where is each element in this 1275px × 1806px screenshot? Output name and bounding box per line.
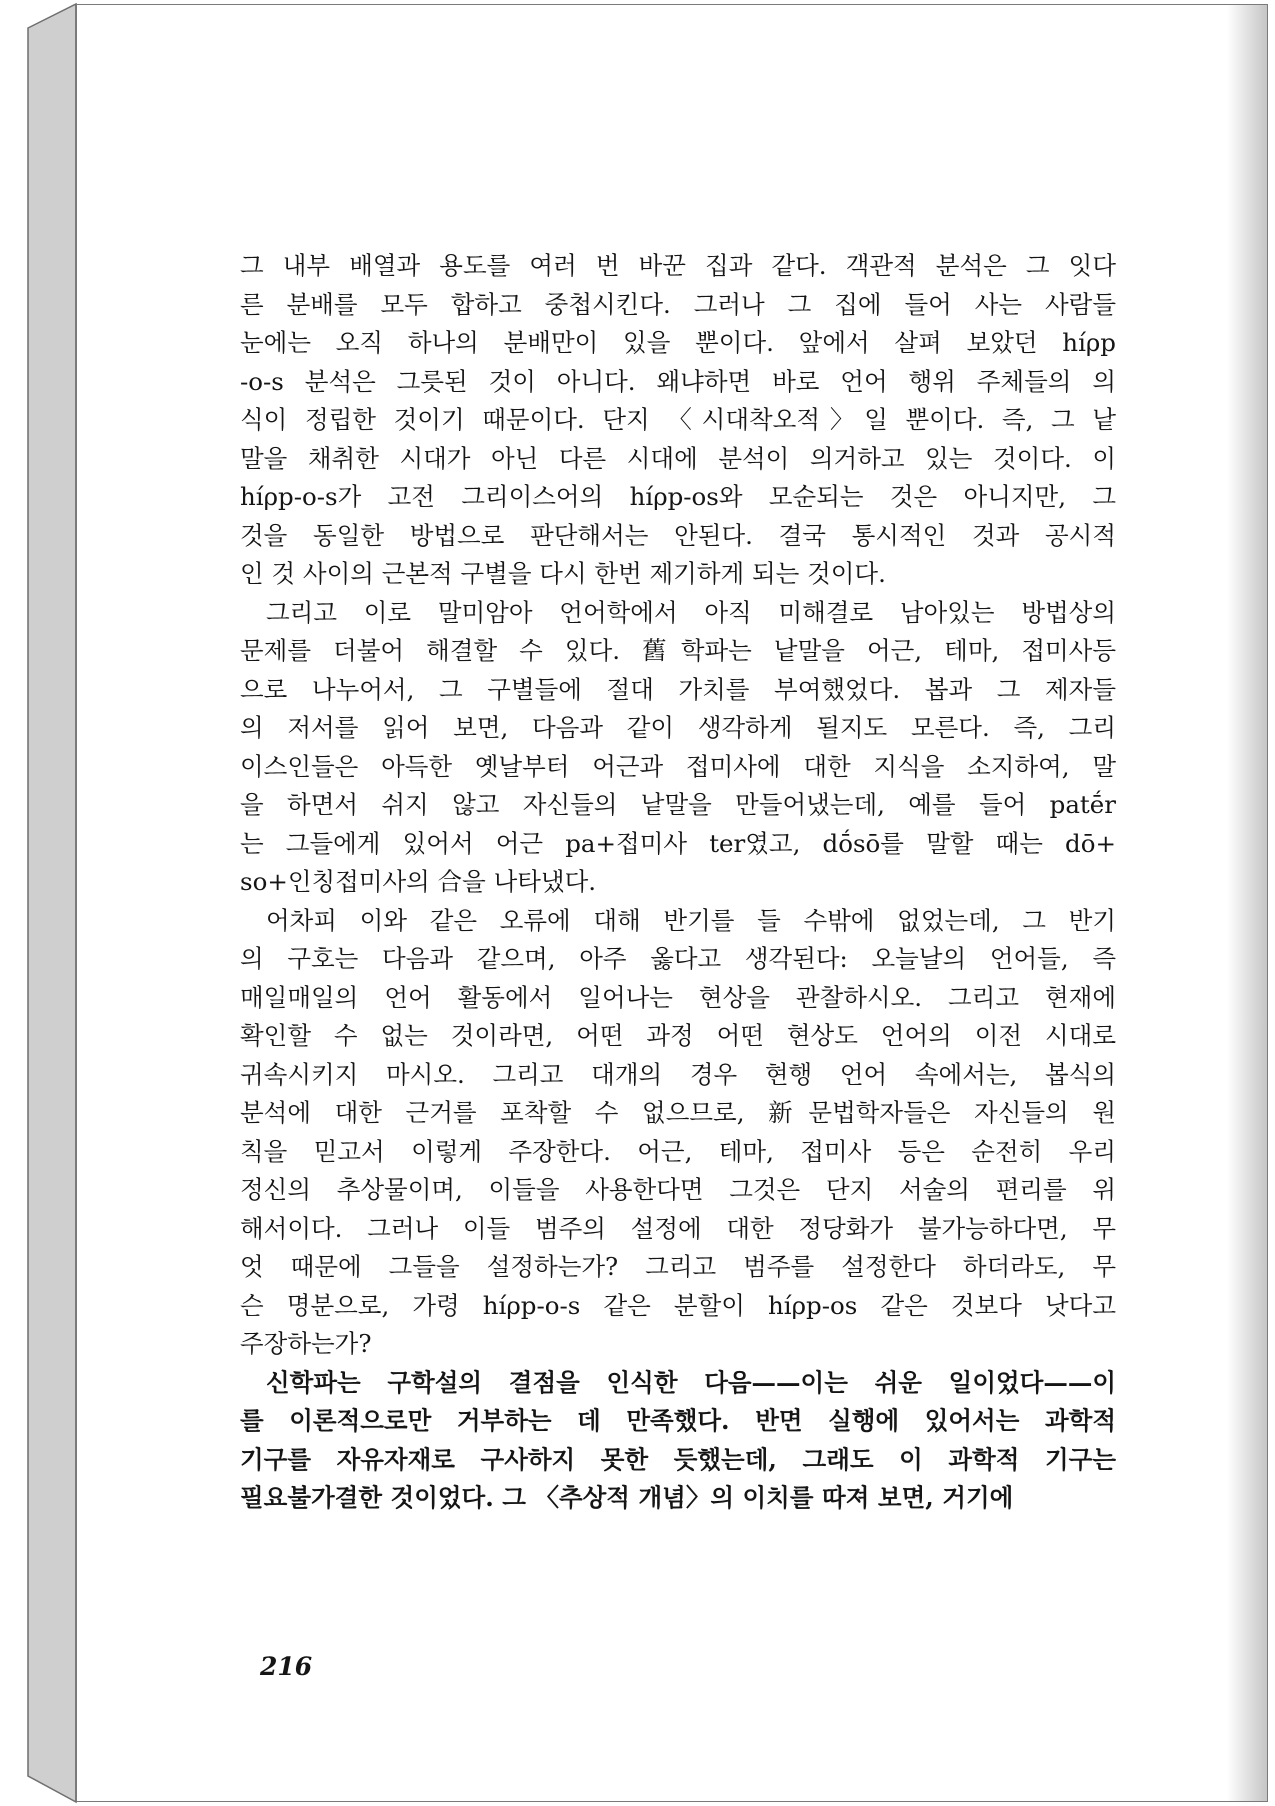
text-line: -o-s 분석은 그릇된 것이 아니다. 왜냐하면 바로 언어 행위 주체들의 의: [240, 366, 1116, 396]
paragraph: [240, 594, 1116, 902]
text-line: 식이 정립한 것이기 때문이다. 단지 〈시대착오적〉일 뿐이다. 즉, 그 낱: [240, 405, 1116, 434]
text-line: 신학파는 구학설의 결점을 인식한 다음——이는 쉬운 일이었다——이: [266, 1367, 1116, 1397]
text-line: híρp-o-s가 고전 그리이스어의 híρp-os와 모순되는 것은 아니지만, 그: [240, 482, 1116, 511]
text-line: 인 것 사이의 근본적 구별을 다시 한번 제기하게 되는 것이다.: [240, 559, 886, 588]
text-line: 그 내부 배열과 용도를 여러 번 바꾼 집과 같다. 객관적 분석은 그 잇다: [240, 251, 1116, 280]
text-line: 른 분배를 모두 합하고 중첩시킨다. 그러나 그 집에 들어 사는 사람들: [240, 289, 1116, 319]
text-line: 것을 동일한 방법으로 판단해서는 안된다. 결국 통시적인 것과 공시적: [240, 520, 1116, 550]
text-line: 필요불가결한 것이었다. 그 〈추상적 개념〉의 이치를 따져 보면, 거기에: [240, 1483, 1014, 1512]
text-line: 주장하는가?: [240, 1329, 372, 1358]
text-line: 매일매일의 언어 활동에서 일어나는 현상을 관찰하시오. 그리고 현재에: [240, 982, 1116, 1012]
text-line: 를 이론적으로만 거부하는 데 만족했다. 반면 실행에 있어서는 과학적: [240, 1406, 1116, 1435]
text-line: 정신의 추상물이며, 이들을 사용한다면 그것은 단지 서술의 편리를 위: [240, 1175, 1116, 1204]
text-line: 귀속시키지 마시오. 그리고 대개의 경우 현행 언어 속에서는, 봅식의: [240, 1059, 1116, 1089]
text-line: 칙을 믿고서 이렇게 주장한다. 어근, 테마, 접미사 등은 순전히 우리: [240, 1136, 1116, 1166]
text-line: 엇 때문에 그들을 설정하는가? 그리고 범주를 설정한다 하더라도, 무: [240, 1252, 1116, 1281]
text-line: so+인칭접미사의 合을 나타냈다.: [240, 867, 597, 896]
text-line: 으로 나누어서, 그 구별들에 절대 가치를 부여했었다. 봅과 그 제자들: [240, 674, 1116, 704]
text-line: 어차피 이와 같은 오류에 대해 반기를 들 수밖에 없었는데, 그 반기: [266, 905, 1116, 935]
text-line: 슨 명분으로, 가령 híρp-o-s 같은 분할이 híρp-os 같은 것보다 낫다고: [240, 1290, 1116, 1320]
text-line: 말을 채취한 시대가 아닌 다른 시대에 분석이 의거하고 있는 것이다. 이: [240, 443, 1116, 473]
text-line: 기구를 자유자재로 구사하지 못한 듯했는데, 그래도 이 과학적 기구는: [240, 1444, 1116, 1474]
paragraph: [240, 902, 1116, 1364]
text-line: 문제를 더불어 해결할 수 있다. 舊학파는 낱말을 어근, 테마, 접미사등: [240, 636, 1116, 665]
text-line: 분석에 대한 근거를 포착할 수 없으므로, 新문법학자들은 자신들의 원: [240, 1098, 1116, 1127]
text-line: 이스인들은 아득한 옛날부터 어근과 접미사에 대한 지식을 소지하여, 말: [240, 751, 1116, 781]
text-line: 의 저서를 읽어 보면, 다음과 같이 생각하게 될지도 모른다. 즉, 그리: [240, 713, 1116, 742]
paragraph: [240, 247, 1116, 594]
text-line: 의 구호는 다음과 같으며, 아주 옳다고 생각된다: 오늘날의 언어들, 즉: [240, 944, 1116, 973]
text-line: 그리고 이로 말미암아 언어학에서 아직 미해결로 남아있는 방법상의: [266, 597, 1116, 627]
text-line: 해서이다. 그러나 이들 범주의 설정에 대한 정당화가 불가능하다면, 무: [240, 1213, 1116, 1243]
text-line: 확인할 수 없는 것이라면, 어떤 과정 어떤 현상도 언어의 이전 시대로: [240, 1021, 1116, 1050]
text-line: 눈에는 오직 하나의 분배만이 있을 뿐이다. 앞에서 살펴 보았던 híρp: [240, 328, 1116, 357]
text-line: 을 하면서 쉬지 않고 자신들의 낱말을 만들어냈는데, 예를 들어 patḗr: [240, 790, 1116, 819]
text-line: 는 그들에게 있어서 어근 pa+접미사 ter였고, dṓsō를 말할 때는 dō+: [240, 828, 1116, 858]
page-number: 216: [260, 1652, 313, 1681]
paragraph: [240, 1364, 1116, 1518]
page-body-text: [240, 247, 1116, 1518]
page-shadow: [1227, 5, 1267, 1801]
